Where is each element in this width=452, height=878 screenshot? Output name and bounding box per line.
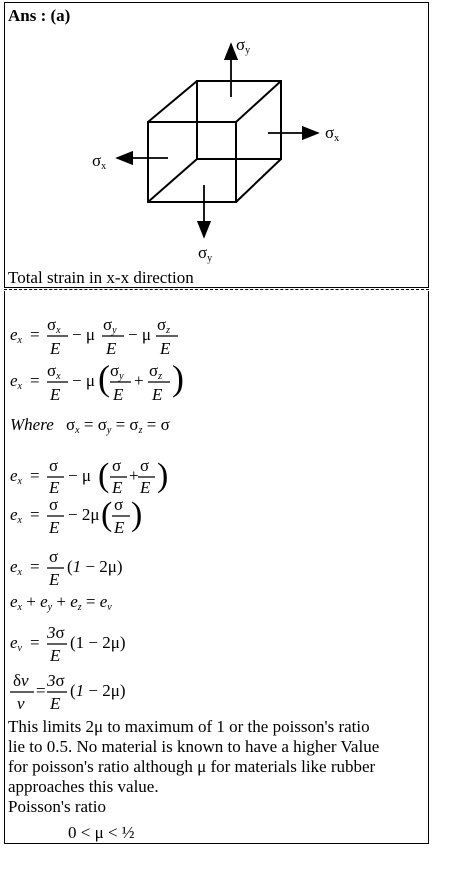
svg-text:=: = (30, 505, 40, 524)
svg-text:=: = (30, 371, 40, 390)
svg-text:(: ( (98, 457, 110, 494)
svg-text:=: = (36, 681, 46, 700)
svg-text:E: E (140, 478, 151, 497)
svg-text:): ) (131, 496, 143, 533)
paragraph-line: This limits 2μ to maximum of 1 or the poisson's ratio (8, 717, 370, 736)
sigma-x-right-label: σx (325, 123, 340, 144)
svg-text:=: = (30, 557, 40, 576)
equation-7 (10, 592, 112, 613)
svg-text:=: = (30, 325, 40, 344)
equation-8 (10, 623, 126, 665)
poisson-ratio-range: 0 < μ < ½ (68, 823, 135, 842)
svg-text:− μ: − μ (72, 371, 95, 390)
svg-text:σx = σy = σz = σ: σx = σy = σz = σ (66, 415, 170, 436)
sigma-y-bottom-label: σy (198, 243, 213, 264)
equation-1 (10, 315, 171, 358)
svg-text:σ: σ (49, 495, 59, 514)
caption-total-strain: Total strain in x-x direction (8, 268, 194, 287)
svg-text:E: E (113, 385, 124, 404)
svg-text:=: = (30, 466, 40, 485)
where-label: Where (10, 415, 54, 434)
svg-text:(1 − 2μ): (1 − 2μ) (67, 557, 123, 576)
svg-text:E: E (160, 339, 171, 358)
svg-text:+: + (129, 466, 139, 485)
svg-text:σ: σ (114, 495, 124, 514)
svg-text:E: E (114, 518, 125, 537)
svg-text:E: E (50, 339, 61, 358)
svg-text:3σ: 3σ (47, 671, 65, 690)
equation-3 (10, 415, 170, 436)
paragraph-line: lie to 0.5. No material is known to have a higher Value (8, 737, 380, 756)
svg-text:σz: σz (149, 361, 163, 382)
explanation-paragraph (8, 717, 428, 797)
paragraph-line: approaches this value. (8, 777, 159, 796)
svg-text:ex: ex (10, 325, 22, 346)
svg-text:σz: σz (157, 315, 171, 336)
svg-text:): ) (172, 358, 184, 398)
svg-text:E: E (49, 478, 60, 497)
svg-text:E: E (112, 478, 123, 497)
svg-text:ex: ex (10, 371, 22, 392)
paragraph-line: for poisson's ratio although μ for materials like rubber (8, 757, 376, 776)
svg-text:=: = (30, 633, 40, 652)
svg-text:E: E (50, 694, 61, 713)
svg-text:ex: ex (10, 505, 22, 526)
svg-text:ex: ex (10, 466, 22, 487)
svg-text:σ: σ (49, 547, 59, 566)
svg-text:− μ: − μ (128, 325, 151, 344)
svg-text:E: E (152, 385, 163, 404)
svg-text:σ: σ (140, 456, 150, 475)
svg-text:σ: σ (112, 456, 122, 475)
svg-text:E: E (50, 385, 61, 404)
svg-text:ex: ex (10, 557, 22, 578)
svg-text:(: ( (98, 358, 110, 398)
svg-text:E: E (49, 518, 60, 537)
poisson-ratio-label: Poisson's ratio (8, 797, 106, 816)
svg-text:(1 − 2μ): (1 − 2μ) (70, 681, 126, 700)
svg-text:σy: σy (103, 315, 117, 336)
svg-text:E: E (50, 646, 61, 665)
equation-2 (10, 358, 184, 404)
svg-text:− μ: − μ (72, 325, 95, 344)
svg-text:3σ: 3σ (47, 623, 65, 642)
svg-text:+: + (134, 371, 144, 390)
svg-text:σ: σ (49, 456, 59, 475)
svg-text:σy: σy (110, 361, 124, 382)
svg-text:δv: δv (13, 671, 29, 690)
svg-text:E: E (106, 339, 117, 358)
svg-text:E: E (49, 570, 60, 589)
svg-text:v: v (17, 694, 25, 713)
svg-text:ex + ey + ez = ev: ex + ey + ez = ev (10, 592, 112, 613)
svg-text:σx: σx (47, 315, 61, 336)
sigma-y-top-label: σy (236, 35, 251, 56)
svg-text:− μ: − μ (68, 466, 91, 485)
svg-text:(: ( (101, 496, 113, 533)
svg-text:(1 − 2μ): (1 − 2μ) (70, 633, 126, 652)
answer-label: Ans : (a) (8, 6, 71, 25)
svg-text:ev: ev (10, 633, 22, 654)
svg-text:σx: σx (47, 361, 61, 382)
sigma-x-left-label: σx (92, 151, 107, 172)
equation-6 (10, 547, 123, 589)
svg-text:): ) (157, 457, 169, 494)
svg-text:− 2μ: − 2μ (68, 505, 100, 524)
